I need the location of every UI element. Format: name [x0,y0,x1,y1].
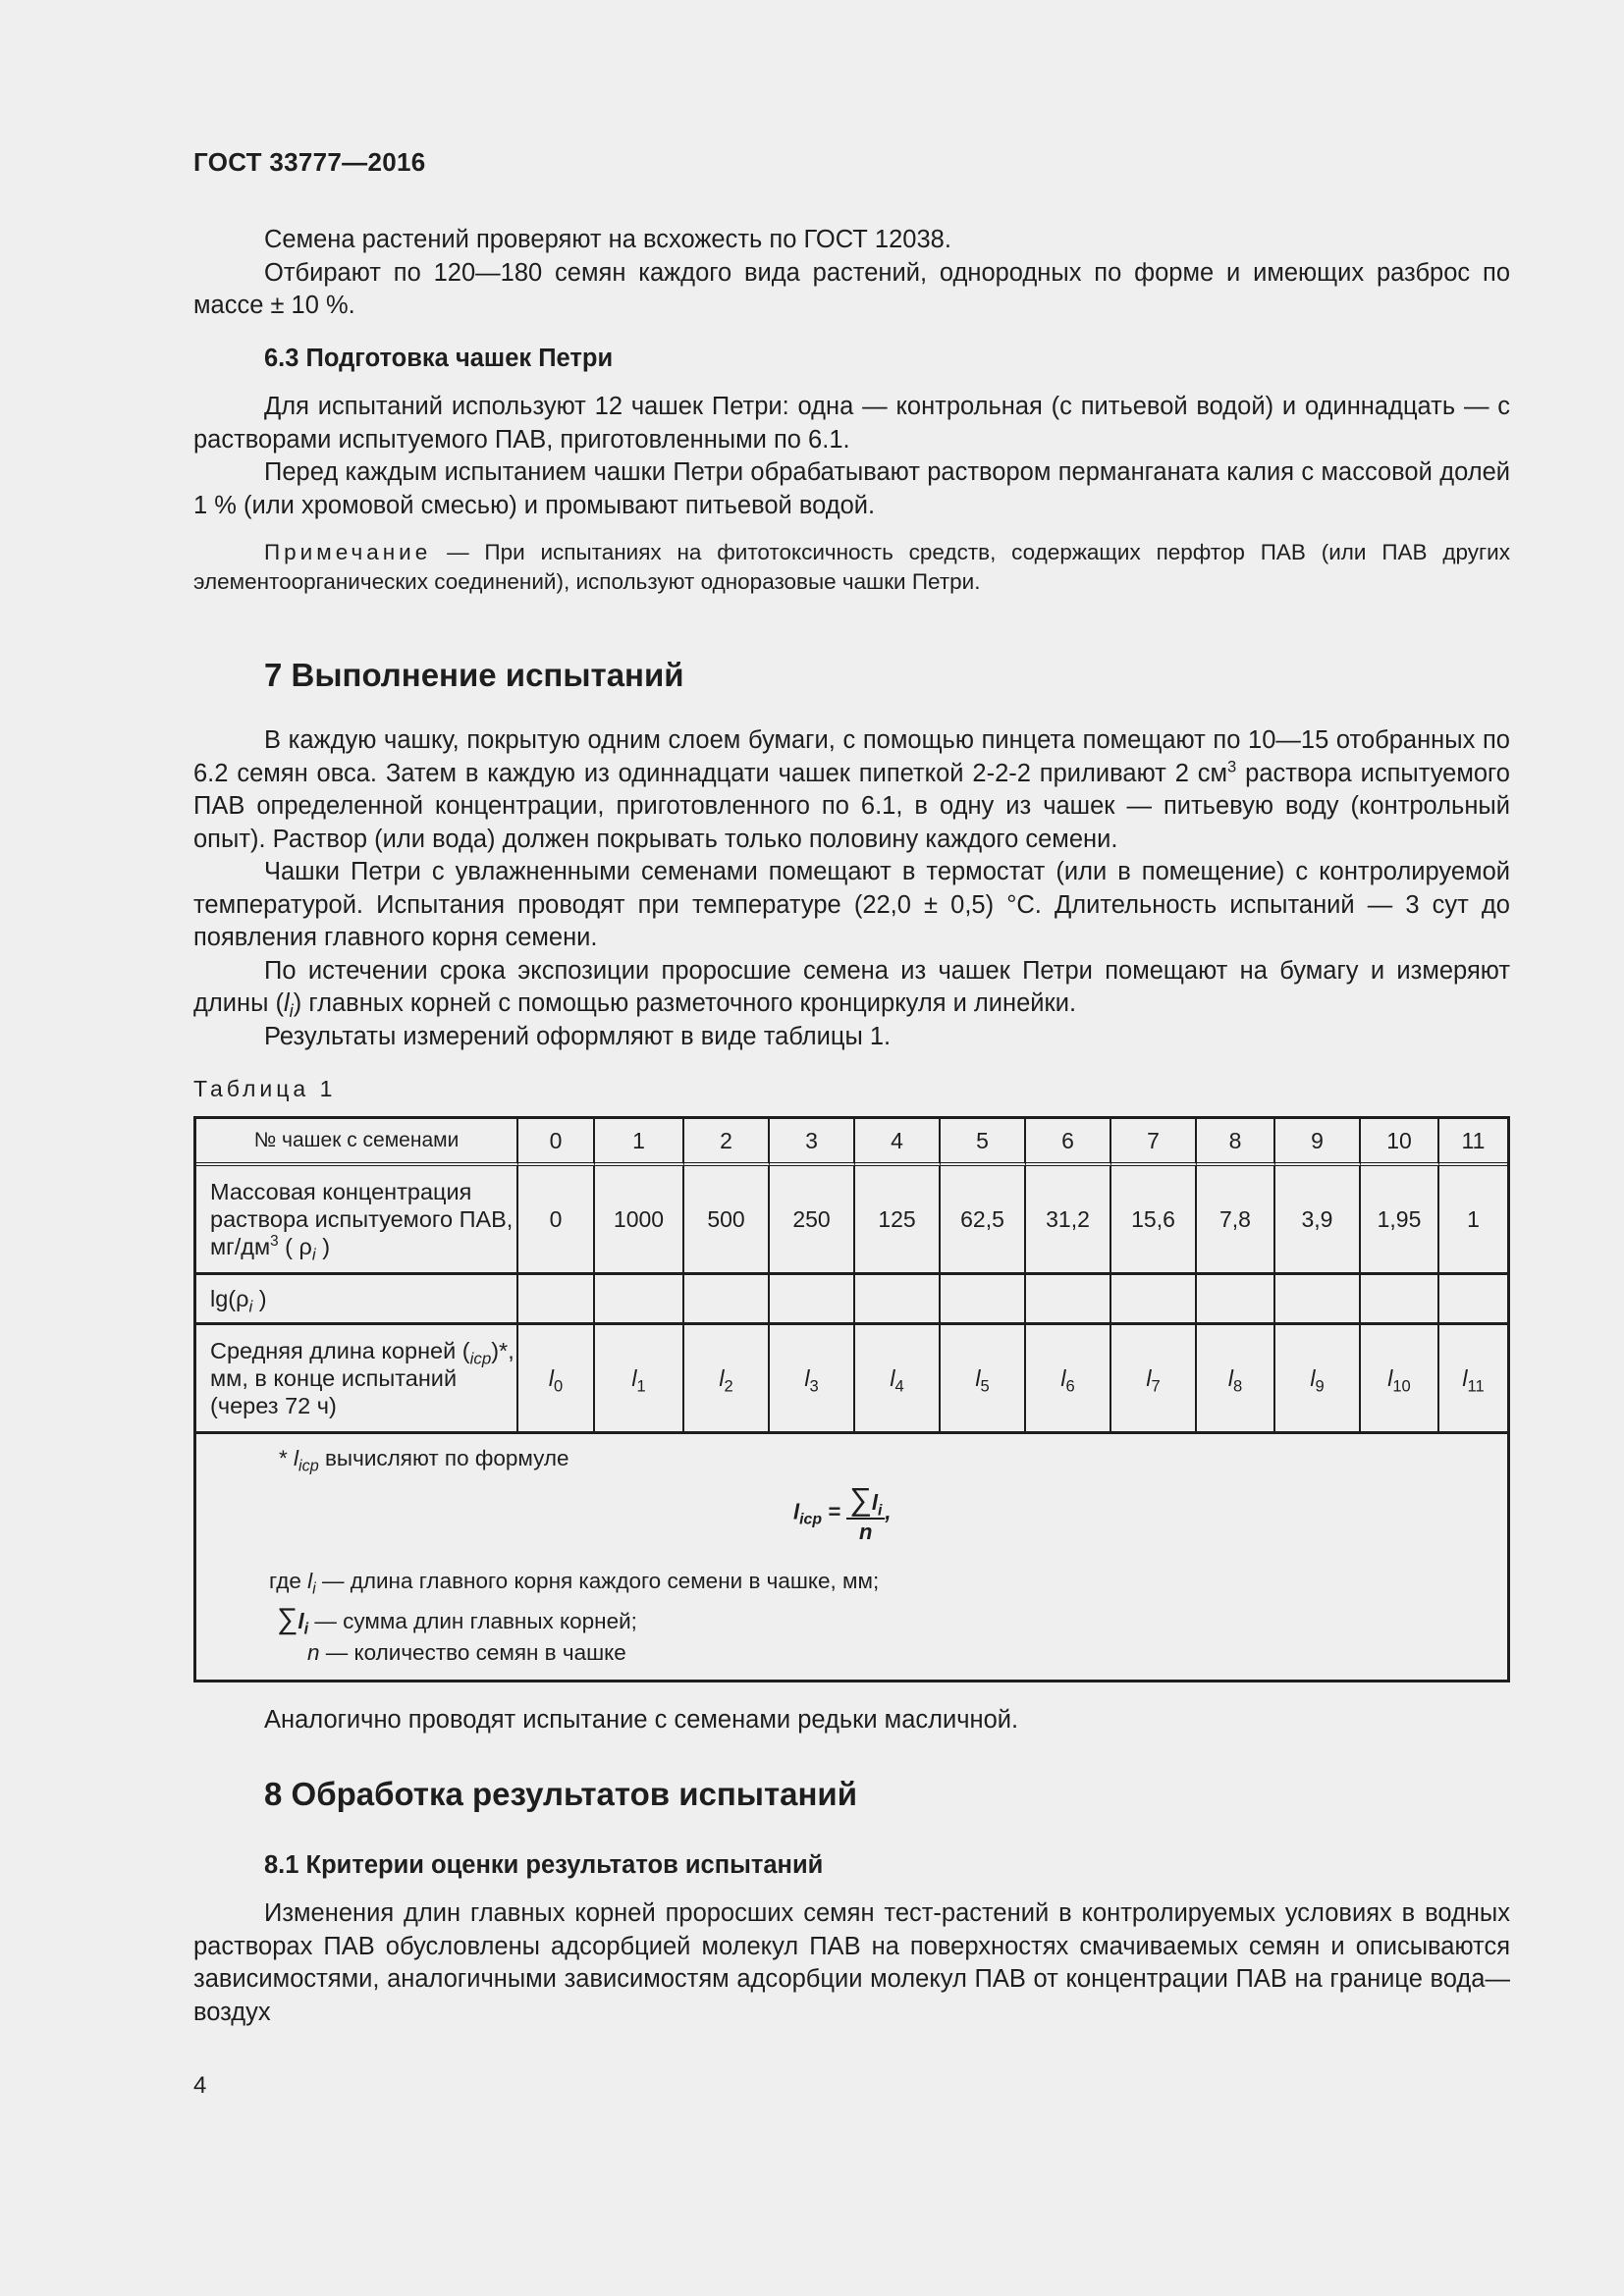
row-label-log: $\lg(\rho_i$ ) [196,1275,518,1325]
table-cell-empty [1111,1275,1197,1325]
table-cell: $l_5$ [941,1325,1026,1434]
table-cell: 3,9 [1275,1166,1361,1275]
table-cell: 62,5 [941,1166,1026,1275]
row-label-root-length: Средняя длина корней $(_{icp})*$, мм, в конце испытаний (через 72 ч) [196,1325,518,1434]
paragraph: Аналогично проводят испытание с семенами редьки масличной. [264,1706,1019,1734]
section-7-block [193,656,1510,1053]
table-cell: 250 [770,1166,855,1275]
table-header-cell: 11 [1439,1119,1507,1166]
table-cell-empty [684,1275,770,1325]
table-cell: $l_2$ [684,1325,770,1434]
table-cell-empty [1275,1275,1361,1325]
table-header-cell: 8 [1197,1119,1275,1166]
paragraph: Перед каждым испытанием чашки Петри обрабатывают раствором перманганата калия с массовой долей 1 % (или хромовой смесью) и промывают питьевой водой. [193,458,1510,519]
table-cell: 31,2 [1026,1166,1111,1275]
paragraph: Результаты измерений оформляют в виде таблицы 1. [264,1022,892,1050]
table-header-cell: 4 [855,1119,941,1166]
table-cell: 500 [684,1166,770,1275]
note-label: Примечание [264,540,432,564]
table-cell: $l_0$ [518,1325,595,1434]
paragraph: Отбирают по 120—180 семян каждого вида растений, однородных по форме и имеющих разброс по массе ± 10 %. [193,258,1510,319]
table-footnote-row [196,1434,1507,1680]
row-label-concentration: Массовая концентрация раствора испытуемого ПАВ, $мг/дм^3$ ( $\rho_i$ ) [196,1166,518,1275]
table-header-label: № чашек с семенами [196,1119,518,1166]
table-1 [193,1116,1510,1682]
table-cell: $l_{11}$ [1439,1325,1507,1434]
table-caption: Таблица 1 [193,1076,337,1101]
table-cell: $l_8$ [1197,1325,1275,1434]
table-cell: $l_{10}$ [1361,1325,1439,1434]
table-header-cell: 0 [518,1119,595,1166]
section-heading-8: 8 Обработка результатов испытаний [264,1775,857,1812]
table-cell: $l_9$ [1275,1325,1361,1434]
table-header-cell: 9 [1275,1119,1361,1166]
subsection-heading-8-1: 8.1 Критерии оценки результатов испытаний [264,1850,824,1879]
paragraph: Для испытаний используют 12 чашек Петри: одна — контрольная (с питьевой водой) и одиннадцать — с растворами испытуемого ПАВ, приготовленными по 6.1. [193,393,1510,454]
table-cell-empty [941,1275,1026,1325]
section-8-block [193,1704,1510,2029]
subsection-heading-6-3: 6.3 Подготовка чашек Петри [264,344,614,372]
table-cell-empty [855,1275,941,1325]
table-row [196,1325,1507,1434]
table-cell: $l_1$ [595,1325,684,1434]
table-cell-empty [770,1275,855,1325]
table-header-cell: 7 [1111,1119,1197,1166]
page-number: 4 [193,2072,207,2099]
table-header-row [196,1119,1507,1166]
section-heading-7: 7 Выполнение испытаний [264,657,684,693]
table-header-cell: 2 [684,1119,770,1166]
table-cell: 1 [1439,1166,1507,1275]
footnote-line: * $l_{icp}$ вычисляют по формуле [279,1446,569,1475]
table-header-cell: 5 [941,1119,1026,1166]
table-cell-empty [1026,1275,1111,1325]
table-cell-empty [595,1275,684,1325]
paragraph: Изменения длин главных корней проросших семян тест-растений в контролируемых условиях в водных растворах ПАВ обусловлены адсорбцией молекул ПАВ на поверхностях смачиваемых семян и описываются зависимостями, аналогичными зависимостям адсорбции молекул ПАВ от концентрации ПАВ на границе вода—воздух [193,1899,1510,2026]
note [193,538,1510,597]
formula: $l_{icp}$ = $\frac{\sum l_i}{n}$ , [793,1481,892,1544]
table-cell: 15,6 [1111,1166,1197,1275]
table-footnote [196,1434,1507,1680]
table-cell: 0 [518,1166,595,1275]
footnote-line: где $l_i$ — длина главного корня каждого семени в чашке, мм; [269,1569,880,1598]
table-cell-empty [1197,1275,1275,1325]
table-cell: 1,95 [1361,1166,1439,1275]
paragraph: Семена растений проверяют на всхожесть по ГОСТ 12038. [264,226,951,253]
paragraph: По истечении срока экспозиции проросшие семена из чашек Петри помещают на бумагу и измеряют длины $(l_i)$ главных корней с помощью разметочного кронциркуля и линейки. [193,956,1510,1022]
table-cell-empty [1361,1275,1439,1325]
table-cell-empty [518,1275,595,1325]
table-header-cell: 1 [595,1119,684,1166]
table-cell: 7,8 [1197,1166,1275,1275]
table-cell: 1000 [595,1166,684,1275]
table-cell: $l_4$ [855,1325,941,1434]
note-text: — При испытаниях на фитотоксичность средств, содержащих перфтор ПАВ (или ПАВ других элементоорганических соединений), используют одноразовые чашки Петри. [193,540,1510,594]
paragraph: Чашки Петри с увлажненными семенами помещают в термостат (или в помещение) с контролируемой температурой. Испытания проводят при температуре (22,0 ± 0,5) °С. Длительность испытаний — 3 сут до появления главного корня семени. [193,858,1510,951]
document-code: ГОСТ 33777—2016 [193,147,426,177]
table-cell: 125 [855,1166,941,1275]
paragraph: В каждую чашку, покрытую одним слоем бумаги, с помощью пинцета помещают по 10—15 отобранных по 6.2 семян овса. Затем в каждую из одиннадцати чашек пипеткой 2-2-2 приливают 2 $см^3$ раствора испытуемого ПАВ определенной концентрации, приготовленного по 6.1, в одну из чашек — питьевую воду (контрольный опыт). Раствор (или вода) должен покрывать только половину каждого семени. [193,726,1510,853]
footnote-line: n — количество семян в чашке [307,1640,626,1665]
table-header-cell: 10 [1361,1119,1439,1166]
section-6-3-block [193,224,1510,597]
table-row [196,1166,1507,1275]
table-cell: $l_7$ [1111,1325,1197,1434]
table-header-cell: 6 [1026,1119,1111,1166]
table-row [196,1275,1507,1325]
table-cell-empty [1439,1275,1507,1325]
table-header-cell: 3 [770,1119,855,1166]
footnote-line: $\sum l_i$ — сумма длин главных корней; [277,1603,637,1638]
table-cell: $l_3$ [770,1325,855,1434]
table-cell: $l_6$ [1026,1325,1111,1434]
